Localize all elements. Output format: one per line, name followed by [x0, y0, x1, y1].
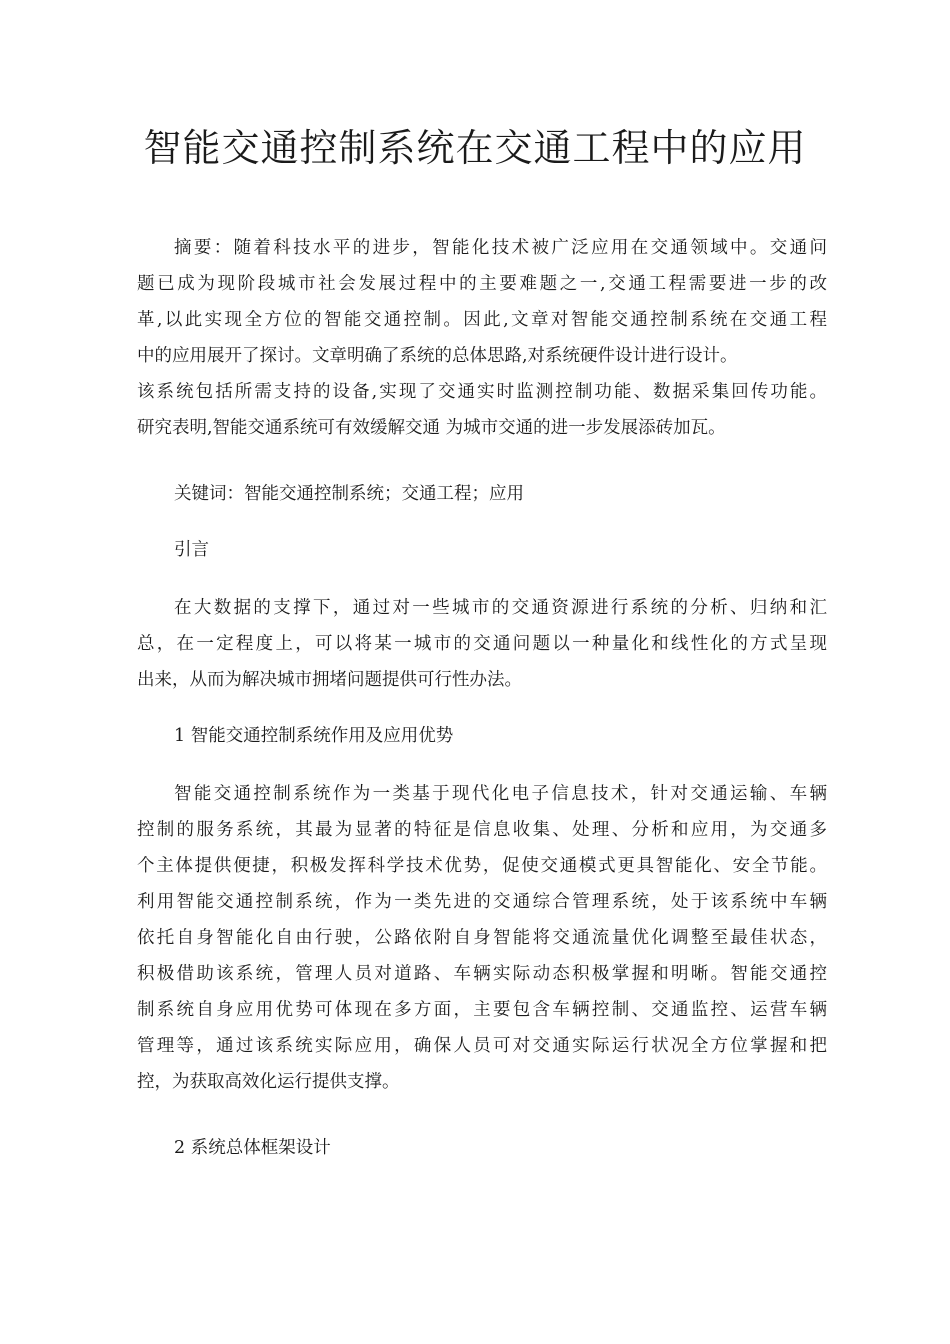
section1-line: 利用智能交通控制系统，作为一类先进的交通综合管理系统，处于该系统中车辆 [137, 892, 827, 912]
intro-line: 总，在一定程度上，可以将某一城市的交通问题以一种量化和线性化的方式呈现 [137, 634, 827, 654]
intro-paragraph [137, 590, 827, 698]
section1-paragraph [137, 776, 827, 1100]
section1-line: 个主体提供便捷，积极发挥科学技术优势，促使交通模式更具智能化、安全节能。 [137, 856, 827, 876]
section1-heading [137, 718, 827, 754]
abstract-line: 题已成为现阶段城市社会发展过程中的主要难题之一,交通工程需要进一步的改 [137, 274, 827, 294]
keywords-paragraph [137, 476, 827, 512]
abstract-line: 摘要：随着科技水平的进步，智能化技术被广泛应用在交通领域中。交通问 [174, 238, 827, 258]
section1-line: 积极借助该系统，管理人员对道路、车辆实际动态积极掌握和明晰。智能交通控 [137, 964, 827, 984]
document-title: 智能交通控制系统在交通工程中的应用 [143, 126, 807, 170]
section1-heading-text: 1 智能交通控制系统作用及应用优势 [174, 726, 454, 746]
abstract-line: 革,以此实现全方位的智能交通控制。因此,文章对智能交通控制系统在交通工程 [137, 310, 827, 330]
section1-line: 管理等，通过该系统实际应用，确保人员可对交通实际运行状况全方位掌握和把 [137, 1036, 827, 1056]
section1-line: 控，为获取高效化运行提供支撑。 [137, 1072, 400, 1092]
intro-line: 在大数据的支撑下，通过对一些城市的交通资源进行系统的分析、归纳和汇 [174, 598, 827, 618]
section1-line: 制系统自身应用优势可体现在多方面，主要包含车辆控制、交通监控、运营车辆 [137, 1000, 827, 1020]
section2-heading [137, 1130, 827, 1166]
intro-line: 出来，从而为解决城市拥堵问题提供可行性办法。 [137, 670, 522, 690]
abstract-line: 研究表明,智能交通系统可有效缓解交通 为城市交通的进一步发展添砖加瓦。 [137, 418, 726, 438]
intro-heading-text: 引言 [174, 540, 209, 560]
section1-line: 智能交通控制系统作为一类基于现代化电子信息技术，针对交通运输、车辆 [174, 784, 827, 804]
abstract-line: 该系统包括所需支持的设备,实现了交通实时监测控制功能、数据采集回传功能。 [137, 382, 827, 402]
section2-heading-text: 2 系统总体框架设计 [174, 1138, 331, 1158]
section1-line: 控制的服务系统，其最为显著的特征是信息收集、处理、分析和应用，为交通多 [137, 820, 827, 840]
keywords-line: 关键词：智能交通控制系统；交通工程；应用 [174, 484, 524, 504]
intro-heading [137, 532, 827, 568]
section1-line: 依托自身智能化自由行驶，公路依附自身智能将交通流量优化调整至最佳状态， [137, 928, 827, 948]
abstract-paragraph [137, 230, 827, 446]
abstract-line: 中的应用展开了探讨。文章明确了系统的总体思路,对系统硬件设计进行设计。 [137, 346, 738, 366]
